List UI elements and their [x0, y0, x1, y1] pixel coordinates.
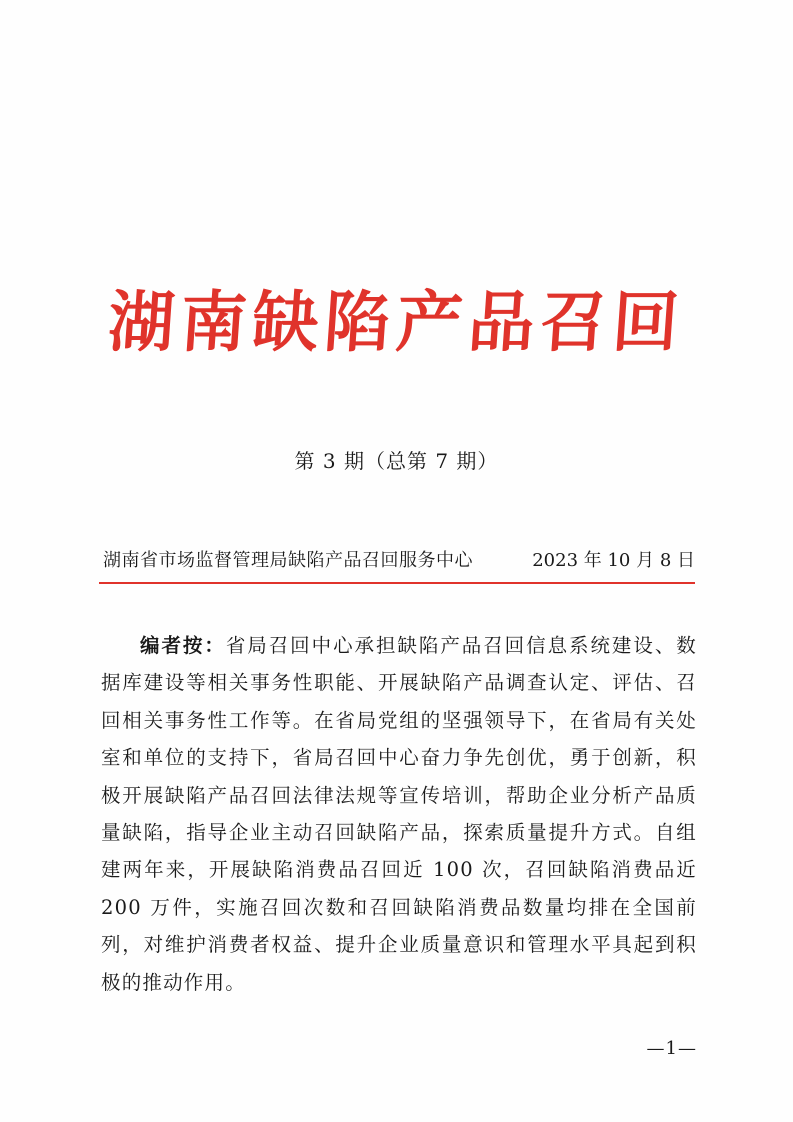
publisher-name: 湖南省市场监督管理局缺陷产品召回服务中心	[103, 550, 473, 571]
publish-date: 2023 年 10 月 8 日	[532, 550, 695, 571]
editor-note-paragraph	[101, 627, 697, 1001]
issue-number: 第 3 期（总第 7 期）	[294, 449, 499, 473]
editor-note-label: 编者按：	[140, 634, 226, 657]
page-number: —1—	[646, 1038, 697, 1059]
masthead-title: 湖南缺陷产品召回	[105, 283, 688, 361]
publisher-row	[103, 548, 695, 574]
editor-note-text: 省局召回中心承担缺陷产品召回信息系统建设、数据库建设等相关事务性职能、开展缺陷产品调查认定、评估、召回相关事务性工作等。在省局党组的坚强领导下，在省局有关处室和单位的支持下，省局召回中心奋力争先创优，勇于创新，积极开展缺陷产品召回法律法规等宣传培训，帮助企业分析产品质量缺陷，指导企业主动召回缺陷产品，探索质量提升方式。自组建两年来，开展缺陷消费品召回近 100 次，召回缺陷消费品近 200 万件，实施召回次数和召回缺陷消费品数量均排在全国前列，对维护消费者权益、提升企业质量意识和管理水平具起到积极的推动作用。	[101, 634, 697, 994]
red-divider	[99, 582, 695, 584]
